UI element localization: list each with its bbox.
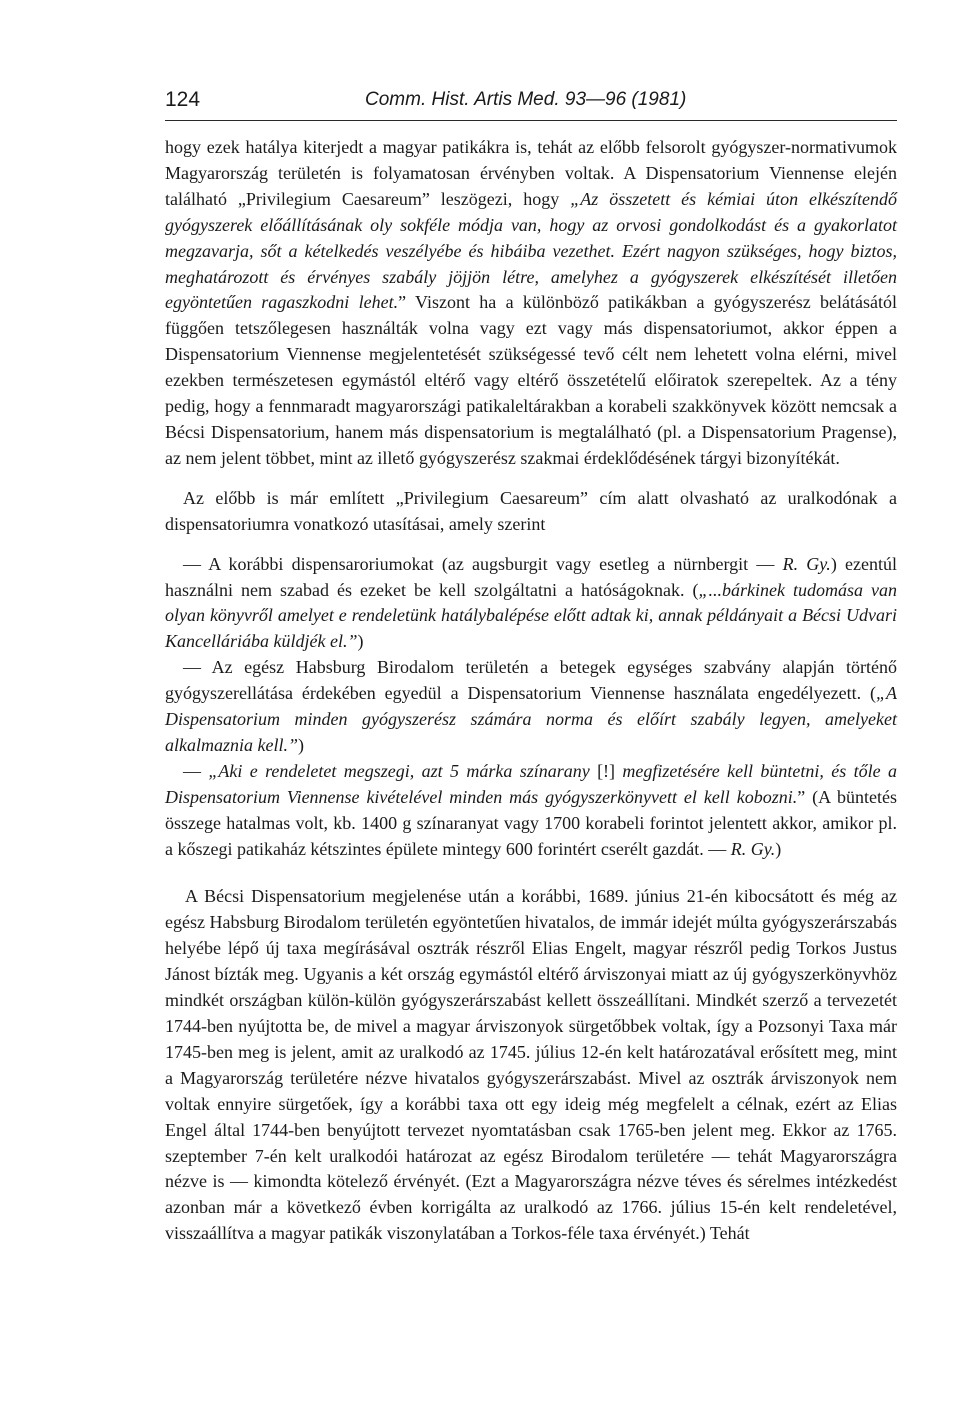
- text-segment: —: [183, 760, 209, 781]
- text-segment: — A korábbi dispensaroriumokat (az augsburgit vagy esetleg a nürnbergit —: [183, 553, 783, 574]
- text-segment: ): [775, 838, 782, 859]
- text-segment: ” Viszont ha a különböző patikákban a gyógyszerész belátásától függően tetszőlegesen használták volna vagy ezt vagy más dispensatoriumot, akkor éppen a Dispensatorium Viennense megjelentetését szükségessé tevő célt nem lehetett volna elérni, mivel ezekben természetesen egymástól eltérő vagy eltérő összetételű előiratok szerepeltek. Az a tény pedig, hogy a fennmaradt magyarországi patikaleltárakban a korabeli szakkönyvek között nemcsak a Bécsi Dispensatorium, hanem más dispensatorium is megtalálható (pl. a Dispensatorium Pragense), az nem jelent többet, mint az illető gyógyszerész szakmai érdeklődésének tárgyi bizonyítékát.: [165, 292, 897, 468]
- italic-text-segment: „Aki e rendeletet megszegi, azt 5 márka színarany: [208, 760, 590, 781]
- text-segment: ): [298, 734, 304, 755]
- italic-text-segment: „...bárkinek tudomása van olyan könyvről amelyet e rendeletünk hatálybalépése előtt adtak ki, annak példányait a Bécsi Udvari Kancelláriába küldjék el.”: [165, 579, 897, 652]
- text-segment: hogy ezek hatálya kiterjedt a magyar patikákra is, tehát az előbb felsorolt gyógyszer-normativumok Magyarország területén is folyamatosan érvényben voltak. A Dispensatorium Viennense elején található „Privilegium Caesareum” leszögezi, hogy: [165, 137, 897, 209]
- text-segment: ): [357, 631, 364, 652]
- italic-text-segment: megfizetésére kell büntetni, és tőle a Dispensatorium Viennense kivételével minden más gyógyszerkönyvett el kell kobozni.: [165, 760, 897, 807]
- running-head: [165, 86, 897, 121]
- paragraph-1: [165, 135, 897, 472]
- paragraph-6: [165, 884, 897, 1247]
- page: [165, 86, 897, 1247]
- text-segment: ” (A büntetés összege hatalmas volt, kb. 1400 g színaranyat vagy 1700 korabeli forintot jelentett akkor, amikor pl. a kőszegi patikaház kétszintes épülete mintegy 600 forintért cserélt gazdát. —: [165, 786, 898, 859]
- text-segment: A Bécsi Dispensatorium megjelenése után a korábbi, 1689. június 21-én kibocsátott és még az egész Habsburg Birodalom területén egyöntetűen hivatalos, de immár idejét múlta gyógyszerárszabás helyébe lépő új taxa megírásával osztrák részről Elias Engelt, magyar részről pedig Torkos Justus Jánost bízták meg. Ugyanis a két ország egymástól eltérő árviszonyai miatt az új gyógyszerkönyvhöz mindkét országban külön-külön gyógyszerárszabást kellett összeállítani. Mindkét szerző a tervezetét 1744-ben nyújtotta be, de mivel a magyar árviszonyok sürgetőbbek voltak, így a Pozsonyi Taxa már 1745-ben meg is jelent, amit az uralkodó az 1745. július 12-én kelt határozatával erősített meg, mint a Magyarország területére nézve hivatalos gyógyszerárszabást. Mivel az osztrák árviszonyok nem voltak ennyire sürgetőek, így a korábbi taxa ott egy ideig még megfelelt a célnak, ezért az Elias Engel által 1744-ben benyújtott tervezet nyomtatásban csak 1765-ben jelent meg. Ekkor az 1765. szeptember 7-én kelt uralkodói határozat az egész Birodalom területére — tehát Magyarországra nézve is — kimondta kötelező érvényét. (Ezt a Magyarországra nézve téves és sérelmes intézkedést azonban már a következő évben korrigálta az uralkodó az 1766. július 15-én kelt rendeletével, visszaállítva a magyar patikák viszonylatában a Torkos-féle taxa érvényét.) Tehát: [165, 886, 897, 1244]
- page-number: 124: [165, 88, 201, 111]
- italic-text-segment: R. Gy.: [782, 553, 831, 574]
- text-segment: — Az egész Habsburg Birodalom területén a betegek egységes szabvány alapján történő gyógyszerellátása érdekében egyedül a Dispensatorium Viennense használata engedélyezett. (: [165, 657, 897, 704]
- italic-text-segment: „Az összetett és kémiai úton elkészítendő gyógyszerek előállításának oly sokféle módja van, hogy az orvosi gondolkodást és a gyakorlatot megzavarja, sőt a kételkedés veszélyébe és hibáiba vezethet. Ezért nagyon szükséges, hogy biztos, meghatározott és érvényes szabály jöjjön létre, amelyhez a gyógyszerek elkészítését illetően egyöntetűen ragaszkodni lehet.: [165, 188, 897, 313]
- paragraph-4: [165, 655, 897, 759]
- body-text: [165, 135, 897, 1247]
- text-segment: ) ezentúl használni nem szabad és ezeket be kell szolgáltatni a hatóságoknak. (: [165, 553, 897, 600]
- paragraph-5: [165, 759, 897, 863]
- journal-reference: Comm. Hist. Artis Med. 93—96 (1981): [365, 89, 687, 110]
- italic-text-segment: „A Dispensatorium minden gyógyszerész számára norma és előírt szabály legyen, amelyeket alkalmaznia kell.”: [165, 683, 897, 755]
- paragraph-2: [165, 486, 897, 538]
- italic-text-segment: R. Gy.: [730, 838, 776, 859]
- text-segment: Az előbb is már említett „Privilegium Caesareum” cím alatt olvasható az uralkodónak a dispensatoriumra vonatkozó utasításai, amely szerint: [165, 487, 897, 534]
- text-segment: [!]: [589, 760, 623, 781]
- paragraph-3: [165, 552, 897, 656]
